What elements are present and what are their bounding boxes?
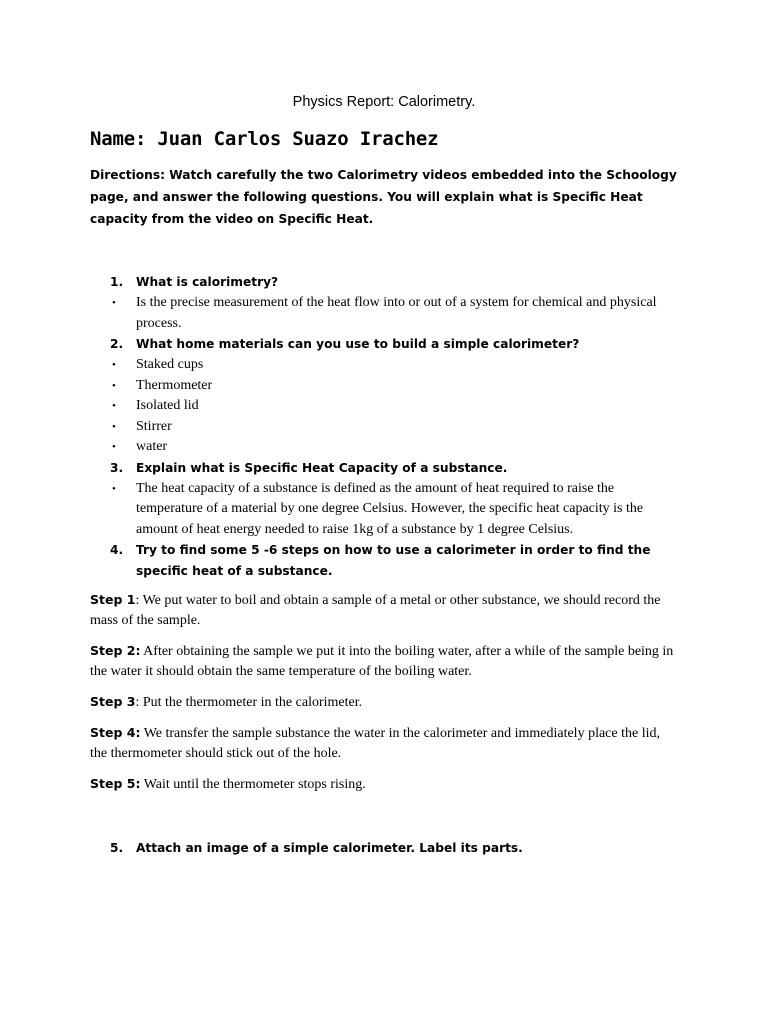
questions-section bbox=[90, 272, 680, 582]
question-3 bbox=[90, 458, 680, 479]
step-label: Step 1 bbox=[90, 592, 136, 607]
bullet-icon: • bbox=[112, 400, 116, 412]
bullet-icon: • bbox=[112, 420, 116, 433]
question-number: 3. bbox=[110, 460, 124, 475]
step-label: Step 3 bbox=[90, 694, 136, 709]
answer-text: Is the precise measurement of the heat flow into or out of a system for chemical and physical process. bbox=[136, 295, 657, 331]
answer-bullet bbox=[90, 376, 680, 397]
question-text: Try to find some 5 -6 steps on how to use a calorimeter in order to find the specific heat of a substance. bbox=[136, 543, 651, 578]
answer-bullet bbox=[90, 355, 680, 376]
answer-text: Thermometer bbox=[136, 377, 213, 393]
step-label: Step 5: bbox=[90, 776, 141, 791]
answer-text: The heat capacity of a substance is defined as the amount of heat required to raise the temperature of a material by one degree Celsius. However, the specific heat capacity is the amount of heat energy needed to raise 1kg of a substance by 1 degree Celsius. bbox=[136, 480, 644, 537]
step-4 bbox=[90, 723, 680, 764]
step-1 bbox=[90, 590, 680, 631]
step-text: We transfer the sample substance the water in the calorimeter and immediately place the lid, the thermometer should stick out of the hole. bbox=[90, 726, 660, 761]
directions-text: Directions: Watch carefully the two Calorimetry videos embedded into the Schoology page, and answer the following questions. You will explain what is Specific Heat capacity from the video on Specific Heat. bbox=[90, 168, 677, 226]
answer-text: Staked cups bbox=[136, 357, 204, 372]
question-5 bbox=[90, 838, 680, 859]
answer-bullet bbox=[90, 396, 680, 417]
question-1 bbox=[90, 272, 680, 293]
question-5-block bbox=[90, 838, 680, 859]
step-text: Wait until the thermometer stops rising. bbox=[140, 777, 366, 792]
answer-bullet bbox=[90, 293, 680, 334]
step-2 bbox=[90, 641, 680, 682]
bullet-icon: • bbox=[112, 441, 116, 453]
page-title: Physics Report: Calorimetry. bbox=[292, 94, 476, 110]
question-number: 5. bbox=[110, 841, 124, 855]
question-number: 1. bbox=[110, 275, 124, 289]
bullet-icon: • bbox=[112, 482, 116, 495]
question-text: What is calorimetry? bbox=[136, 275, 279, 289]
question-number: 4. bbox=[110, 543, 124, 557]
step-label: Step 4: bbox=[90, 725, 141, 740]
step-label: Step 2: bbox=[90, 643, 141, 658]
question-text: Explain what is Specific Heat Capacity of a substance. bbox=[136, 460, 508, 475]
bullet-icon: • bbox=[112, 297, 116, 309]
step-text: After obtaining the sample we put it into the boiling water, after a while of the sample being in the water it should obtain the same temperature of the boiling water. bbox=[90, 644, 674, 679]
bullet-icon: • bbox=[112, 379, 116, 392]
step-3 bbox=[90, 692, 680, 713]
answer-bullet bbox=[90, 417, 680, 438]
question-number: 2. bbox=[110, 337, 124, 351]
question-2 bbox=[90, 334, 680, 355]
student-name: Name: Juan Carlos Suazo Irachez bbox=[90, 128, 439, 150]
step-text: : Put the thermometer in the calorimeter. bbox=[135, 695, 363, 710]
step-text: : We put water to boil and obtain a sample of a metal or other substance, we should record the mass of the sample. bbox=[90, 593, 661, 628]
step-5 bbox=[90, 774, 680, 795]
answer-text: water bbox=[136, 439, 168, 454]
answer-bullet bbox=[90, 437, 680, 458]
question-text: Attach an image of a simple calorimeter. Label its parts. bbox=[136, 841, 523, 855]
question-4 bbox=[90, 540, 680, 582]
question-text: What home materials can you use to build a simple calorimeter? bbox=[136, 337, 580, 351]
answer-bullet bbox=[90, 479, 680, 541]
answer-text: Isolated lid bbox=[136, 398, 199, 413]
answer-text: Stirrer bbox=[136, 418, 172, 434]
steps-section bbox=[90, 590, 680, 805]
bullet-icon: • bbox=[112, 359, 116, 371]
